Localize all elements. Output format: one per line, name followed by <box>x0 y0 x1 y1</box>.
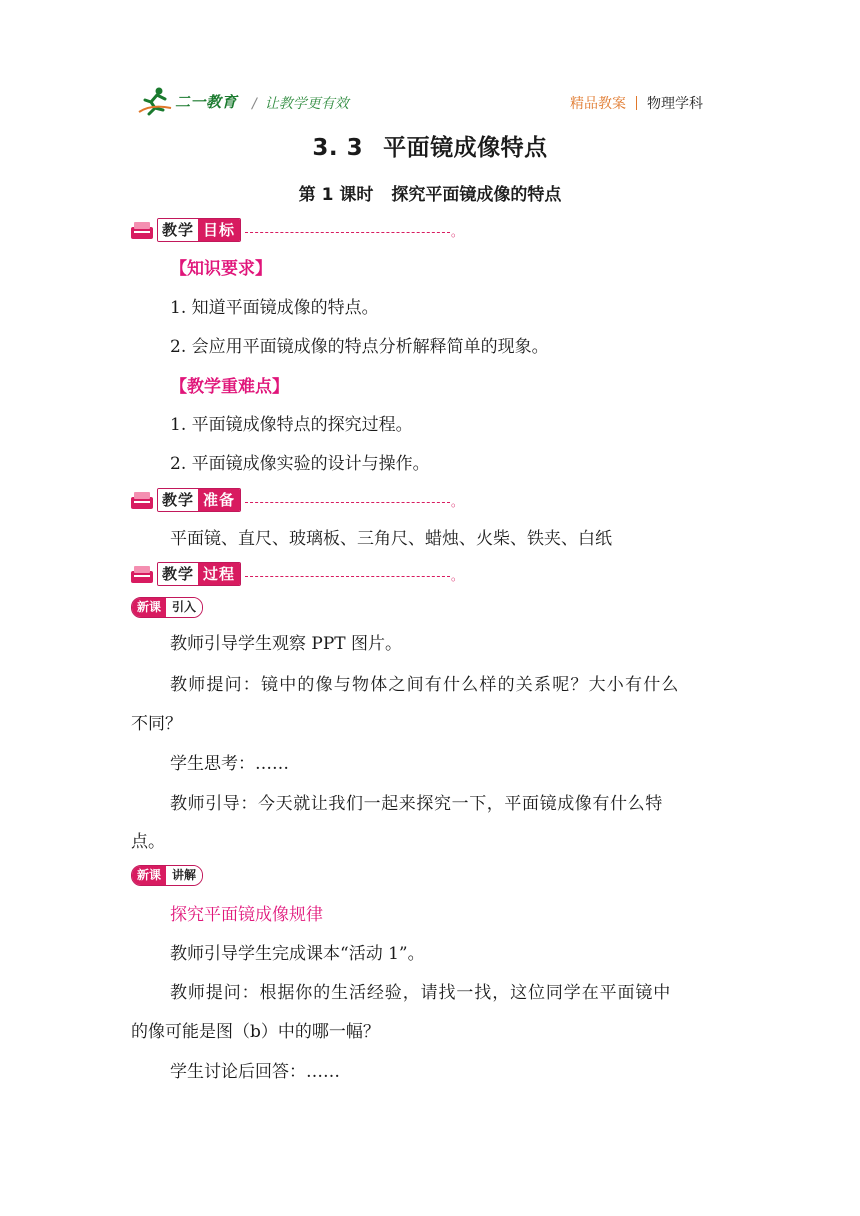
header-slogan: / 让教学更有效 <box>252 96 349 112</box>
intro-line: 教师引导：今天就让我们一起来探究一下，平面镜成像有什么特 <box>170 794 663 814</box>
title-number: 3. 3 <box>312 135 364 161</box>
section-prep <box>130 487 463 513</box>
tag-lecture <box>131 865 203 886</box>
intro-line: 不同？ <box>131 714 182 734</box>
key-item-1: 1. 平面镜成像特点的探究过程。 <box>170 415 413 435</box>
subtitle-text: 探究平面镜成像的特点 <box>391 185 562 205</box>
section-prep-label <box>157 488 241 512</box>
title-text: 平面镜成像特点 <box>383 135 548 161</box>
section-process-a: 教学 <box>158 563 198 585</box>
section-prep-b: 准备 <box>198 489 240 511</box>
section-process-label <box>157 562 241 586</box>
knowledge-heading: 【知识要求】 <box>170 259 272 279</box>
lecture-line: 的像可能是图（b）中的哪一幅？ <box>131 1022 380 1042</box>
section-goals <box>130 217 463 243</box>
section-divider-end: 。 <box>451 568 464 583</box>
section-process <box>130 561 463 587</box>
prep-materials: 平面镜、直尺、玻璃板、三角尺、蜡烛、火柴、铁夹、白纸 <box>170 529 612 549</box>
book-icon <box>130 563 154 585</box>
knowledge-item-2: 2. 会应用平面镜成像的特点分析解释简单的现象。 <box>170 337 549 357</box>
book-icon <box>130 489 154 511</box>
section-goals-a: 教学 <box>158 219 198 241</box>
knowledge-item-1: 1. 知道平面镜成像的特点。 <box>170 298 379 318</box>
section-divider-end: 。 <box>451 494 464 509</box>
intro-line: 教师提问：镜中的像与物体之间有什么样的关系呢？大小有什么 <box>170 675 680 695</box>
header-category: 精品教案 <box>570 96 626 112</box>
slogan-text: 让教学更有效 <box>264 96 349 112</box>
intro-line: 学生思考：…… <box>170 754 289 774</box>
section-divider <box>245 502 450 503</box>
section-prep-a: 教学 <box>158 489 198 511</box>
logo <box>137 86 237 116</box>
page-subtitle <box>0 180 860 205</box>
runner-logo-icon <box>137 86 173 116</box>
intro-line: 点。 <box>131 832 165 852</box>
tag-lecture-b: 讲解 <box>166 866 202 885</box>
lecture-heading: 探究平面镜成像规律 <box>170 905 323 925</box>
tag-intro <box>131 597 203 618</box>
lecture-line: 学生讨论后回答：…… <box>170 1062 340 1082</box>
tag-lecture-a: 新课 <box>132 866 166 885</box>
tag-intro-b: 引入 <box>166 598 202 617</box>
header-subject: 物理学科 <box>647 96 703 112</box>
section-goals-b: 目标 <box>198 219 240 241</box>
section-process-b: 过程 <box>198 563 240 585</box>
subtitle-lesson: 第 1 课时 <box>298 185 374 205</box>
page-title <box>0 129 860 162</box>
header-divider <box>636 96 637 110</box>
tag-intro-a: 新课 <box>132 598 166 617</box>
book-icon <box>130 219 154 241</box>
section-divider <box>245 576 450 577</box>
header-right <box>570 93 703 113</box>
section-divider <box>245 232 450 233</box>
section-divider-end: 。 <box>451 224 464 239</box>
section-goals-label <box>157 218 241 242</box>
key-item-2: 2. 平面镜成像实验的设计与操作。 <box>170 454 430 474</box>
intro-line: 教师引导学生观察 PPT 图片。 <box>170 634 403 654</box>
lecture-line: 教师引导学生完成课本“活动 1”。 <box>170 944 425 964</box>
lecture-line: 教师提问：根据你的生活经验，请找一找，这位同学在平面镜中 <box>170 983 672 1003</box>
logo-text: 二一教育 <box>175 92 238 111</box>
key-heading: 【教学重难点】 <box>170 377 289 397</box>
